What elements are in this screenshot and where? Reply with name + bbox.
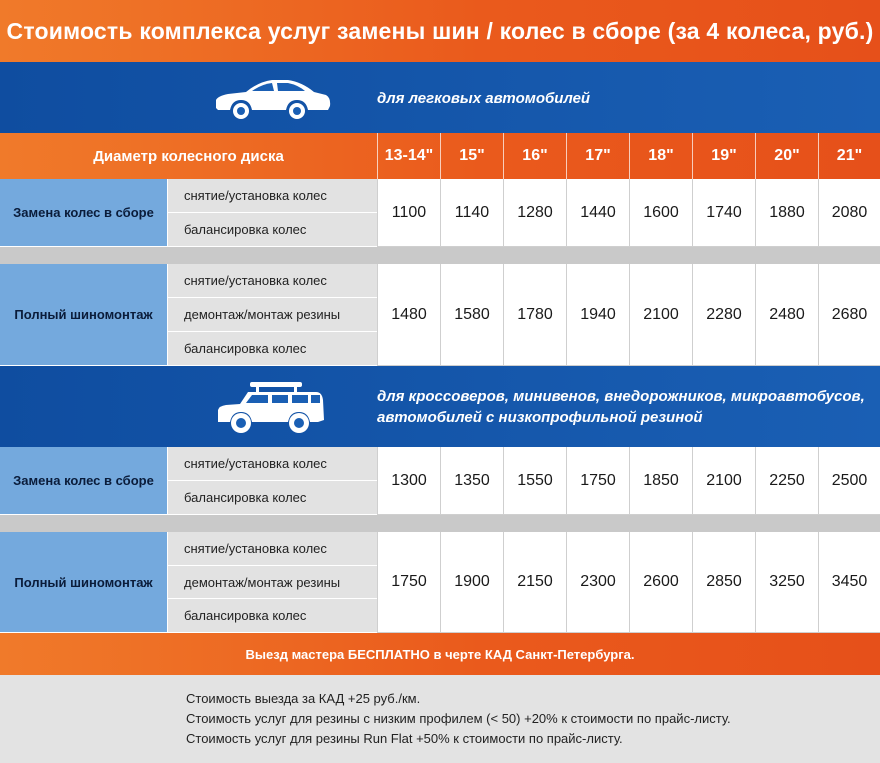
price-cell: 2250 xyxy=(755,447,818,515)
price-cell: 2100 xyxy=(692,447,755,515)
service-label: снятие/установка колес xyxy=(167,179,377,213)
price-cell: 1600 xyxy=(629,179,692,247)
price-cell: 1780 xyxy=(503,264,566,366)
footer-note: Стоимость услуг для резины Run Flat +50% к стоимости по прайс-листу. xyxy=(186,731,623,746)
service-label: снятие/установка колес xyxy=(167,264,377,298)
price-cell: 1440 xyxy=(566,179,629,247)
price-cell: 2500 xyxy=(818,447,880,515)
price-cell: 2600 xyxy=(629,532,692,633)
service-label: балансировка колес xyxy=(167,481,377,515)
section-band-text: для кроссоверов, минивенов, внедорожников, микроавтобусов, xyxy=(377,388,865,405)
price-cell: 2300 xyxy=(566,532,629,633)
price-cell: 1480 xyxy=(377,264,440,366)
size-header-row xyxy=(0,133,880,179)
footer-note: Стоимость выезда за КАД +25 руб./км. xyxy=(186,691,421,706)
service-label: балансировка колес xyxy=(167,599,377,633)
price-cell: 1850 xyxy=(629,447,692,515)
price-cell: 1880 xyxy=(755,179,818,247)
size-header-cell: 16" xyxy=(503,133,566,179)
price-cell: 2850 xyxy=(692,532,755,633)
row-separator xyxy=(0,515,880,532)
price-cell: 2280 xyxy=(692,264,755,366)
page-title-text: Стоимость комплекса услуг замены шин / колес в сборе (за 4 колеса, руб.) xyxy=(6,17,874,44)
price-cell: 1740 xyxy=(692,179,755,247)
price-cell: 1750 xyxy=(377,532,440,633)
group-label: Полный шиномонтаж xyxy=(0,264,167,366)
price-cell: 1140 xyxy=(440,179,503,247)
price-cell: 1580 xyxy=(440,264,503,366)
group-label: Полный шиномонтаж xyxy=(0,532,167,633)
price-cell: 1300 xyxy=(377,447,440,515)
service-label: снятие/установка колес xyxy=(167,532,377,566)
size-header-cell: 13-14" xyxy=(377,133,440,179)
footer-note: Стоимость услуг для резины с низким профилем (< 50) +20% к стоимости по прайс-листу. xyxy=(186,711,731,726)
section-band-text: для легковых автомобилей xyxy=(377,90,591,107)
page-title xyxy=(0,0,880,62)
size-header-cell: 15" xyxy=(440,133,503,179)
price-cell: 2080 xyxy=(818,179,880,247)
size-header-cell: 19" xyxy=(692,133,755,179)
size-header-cell: 21" xyxy=(818,133,880,179)
size-header-cell: 17" xyxy=(566,133,629,179)
price-cell: 1350 xyxy=(440,447,503,515)
price-cell: 3250 xyxy=(755,532,818,633)
free-visit-notice-text: Выезд мастера БЕСПЛАТНО в черте КАД Санкт-Петербурга. xyxy=(245,646,635,662)
price-cell: 3450 xyxy=(818,532,880,633)
sedan-car-icon xyxy=(210,74,334,122)
price-cell: 1280 xyxy=(503,179,566,247)
price-cell: 2480 xyxy=(755,264,818,366)
price-cell: 1100 xyxy=(377,179,440,247)
size-header-cell: 18" xyxy=(629,133,692,179)
service-label: балансировка колес xyxy=(167,213,377,247)
price-cell: 2680 xyxy=(818,264,880,366)
service-label: демонтаж/монтаж резины xyxy=(167,566,377,599)
group-label: Замена колес в сборе xyxy=(0,179,167,247)
price-cell: 2100 xyxy=(629,264,692,366)
price-cell: 1550 xyxy=(503,447,566,515)
section-band-text: автомобилей с низкопрофильной резиной xyxy=(377,409,703,426)
size-header-label: Диаметр колесного диска xyxy=(93,147,284,165)
section-band-passenger xyxy=(0,62,880,133)
service-label: снятие/установка колес xyxy=(167,447,377,481)
free-visit-notice xyxy=(0,633,880,675)
group-label: Замена колес в сборе xyxy=(0,447,167,515)
row-separator xyxy=(0,247,880,264)
price-cell: 1750 xyxy=(566,447,629,515)
price-cell: 1900 xyxy=(440,532,503,633)
size-header-cell: 20" xyxy=(755,133,818,179)
service-label: балансировка колес xyxy=(167,332,377,366)
price-cell: 2150 xyxy=(503,532,566,633)
footer-notes xyxy=(0,675,880,763)
price-cell: 1940 xyxy=(566,264,629,366)
suv-car-icon xyxy=(210,376,334,438)
section-band-suv xyxy=(0,366,880,447)
service-label: демонтаж/монтаж резины xyxy=(167,298,377,332)
